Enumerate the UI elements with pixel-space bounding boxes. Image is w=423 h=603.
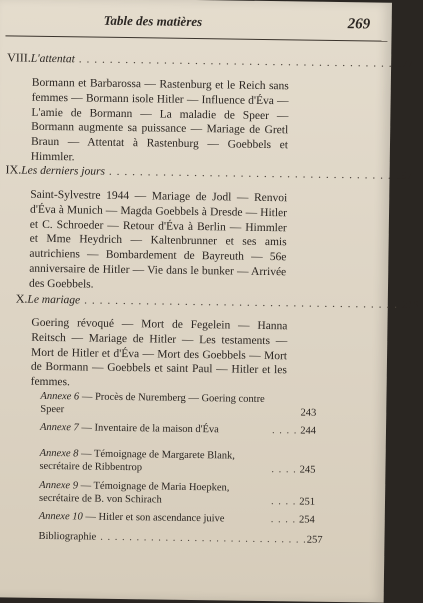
annex-label xyxy=(39,479,271,508)
bibliography-entry xyxy=(38,530,314,547)
chapter-page: 177 xyxy=(397,58,414,70)
chapter-page: 219 xyxy=(402,299,419,311)
annex-page: 245 xyxy=(291,463,315,476)
header-rule xyxy=(5,35,387,41)
annex-number: Annexe 9 xyxy=(39,480,78,492)
annex-label xyxy=(40,421,272,437)
annex-page: 244 xyxy=(292,424,316,437)
dot-leader: . . . . xyxy=(271,495,291,508)
chapter-summary-x: Goering révoqué — Mort de Fegelein — Hanna Reitsch — Mariage de Hitler — Les testaments — Mort de Hitler et d'Éva — Mort des Goebbels — Mort de Bormann — Goebbels et saint Paul — Hitler et les femmes. xyxy=(31,316,288,394)
dot-leader: . . . . xyxy=(272,424,292,437)
annex-entry xyxy=(40,421,316,438)
chapter-number: VIII. xyxy=(7,50,31,65)
dot-leader: . . . . xyxy=(271,513,291,526)
annex-title: — Hitler et son ascendance juive xyxy=(83,511,225,524)
chapter-title: L'attentat xyxy=(31,53,75,66)
bibliography-label: Bibliographie xyxy=(38,530,96,544)
annex-entry xyxy=(39,510,315,527)
dot-leader: . . . . . . . . . . . . . . . . . . . . . . . . . . . . . xyxy=(100,531,307,547)
annex-number: Annexe 7 xyxy=(40,422,79,434)
annex-number: Annexe 8 xyxy=(40,448,79,460)
chapter-entry-x xyxy=(16,292,316,311)
annex-page: 251 xyxy=(291,495,315,508)
annex-title: — Inventaire de la maison d'Éva xyxy=(79,422,219,435)
annex-page: 243 xyxy=(292,406,316,419)
chapter-summary-viii: Bormann et Barbarossa — Rastenburg et le Reich sans femmes — Bormann isole Hitler — Influence d'Éva — L'amie de Bormann — La maladie de Speer — Bormann augmente sa puissance — Mariage de Gretl Braun — Attentat à Rastenburg — Goebbels et Himmler. xyxy=(31,76,289,168)
dot-leader: . . . . . . . . . . . . . . . . . . . . . . . . . . . . . . . . . . . . . xyxy=(109,166,392,182)
chapter-number: X. xyxy=(16,292,28,307)
annex-title: — Témoignage de Margarete Blank, secrétaire de Ribbentrop xyxy=(39,448,235,473)
dot-leader: . . . . . . . . . . . . . . . . . . . . . . . . . . . . . . . . . . . . . . . . . xyxy=(84,294,398,310)
chapter-page: 197 xyxy=(396,170,413,182)
chapter-entry-ix xyxy=(6,162,316,181)
annex-entry xyxy=(39,479,315,509)
annex-title: — Procès de Nuremberg — Goering contre Speer xyxy=(40,391,265,415)
chapter-entry-viii xyxy=(7,50,317,69)
annex-label xyxy=(39,510,271,526)
running-head: Table des matières xyxy=(104,13,203,30)
page-number: 269 xyxy=(348,16,371,33)
annex-title: — Témoignage de Maria Hoepken, secrétaire de B. von Schirach xyxy=(39,480,230,505)
bibliography-page: 257 xyxy=(307,534,323,547)
annex-entry xyxy=(40,390,316,420)
annex-entry xyxy=(39,447,315,477)
dot-leader: . . . . xyxy=(271,463,291,476)
chapter-title: Les derniers jours xyxy=(21,165,105,178)
chapter-summary-ix: Saint-Sylvestre 1944 — Mariage de Jodl — Renvoi d'Éva à Munich — Magda Goebbels à Dresde — Hitler et C. Schroeder — Retour d'Éva à Berlin — Himmler et Mme Heydrich — Kaltenbrunner et ses amis autrichiens — Bombardement de Bayreuth — 56e anniversaire de Hitler — Vie dans le bunker — Arrivée des Goebbels. xyxy=(29,188,287,295)
annex-number: Annexe 10 xyxy=(39,511,83,523)
annex-number: Annexe 6 xyxy=(40,391,79,403)
annex-label xyxy=(40,390,272,419)
chapter-number: IX. xyxy=(6,162,22,177)
annex-label xyxy=(39,447,271,476)
dot-leader: . . . . . . . . . . . . . . . . . . . . . . . . . . . . . . . . . . . . . . . . . xyxy=(79,53,393,69)
annex-page: 254 xyxy=(291,513,315,526)
chapter-title: Le mariage xyxy=(27,294,80,307)
